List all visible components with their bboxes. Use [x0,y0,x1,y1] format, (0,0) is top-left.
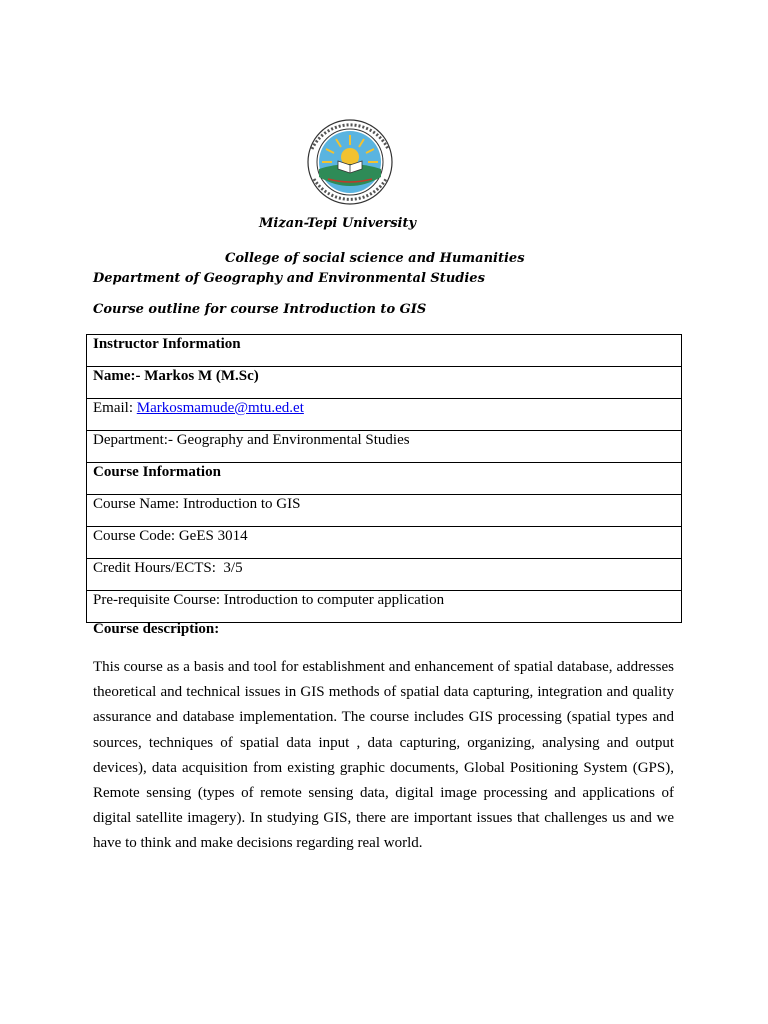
course-credit: Credit Hours/ECTS: 3/5 [87,559,682,591]
table-row [87,527,682,559]
course-outline-title: Course outline for course Introduction to GIS [93,302,427,317]
course-section-title: Course Information [87,463,682,495]
table-row [87,431,682,463]
instructor-name: Name:- Markos M (M.Sc) [87,367,682,399]
university-logo [300,119,400,205]
department-name: Department of Geography and Environmental Studies [93,271,485,286]
description-body: This course as a basis and tool for establishment and enhancement of spatial database, addresses theoretical and technical issues in GIS methods of spatial data capturing, integration and quality assurance and database implementation. The course includes GIS processing (spatial types and sources, techniques of spatial data input , data capturing, organizing, analysing and output devices), data acquisition from existing graphic documents, Global Positioning System (GPS), Remote sensing (types of remote sensing data, digital image processing and applications of digital satellite imagery). In studying GIS, there are important issues that challenges us and we have to think and make decisions regarding real world. [93,659,674,852]
instructor-email-cell [87,399,682,431]
instructor-department: Department:- Geography and Environmental Studies [87,431,682,463]
table-row [87,367,682,399]
course-code: Course Code: GeES 3014 [87,527,682,559]
table-row [87,463,682,495]
instructor-section-title: Instructor Information [87,335,682,367]
university-seal-icon [300,119,400,205]
table-row [87,559,682,591]
table-row [87,335,682,367]
table-row [87,495,682,527]
table-row [87,399,682,431]
table-row [87,591,682,623]
college-name: College of social science and Humanities [225,251,525,266]
university-name: Mizan-Tepi University [259,216,417,231]
email-link[interactable]: Markosmamude@mtu.ed.et [136,400,304,416]
course-name: Course Name: Introduction to GIS [87,495,682,527]
course-prerequisite: Pre-requisite Course: Introduction to computer application [87,591,682,623]
course-info-table [86,334,682,623]
description-heading: Course description: [93,621,220,637]
email-label: Email: [93,400,137,416]
